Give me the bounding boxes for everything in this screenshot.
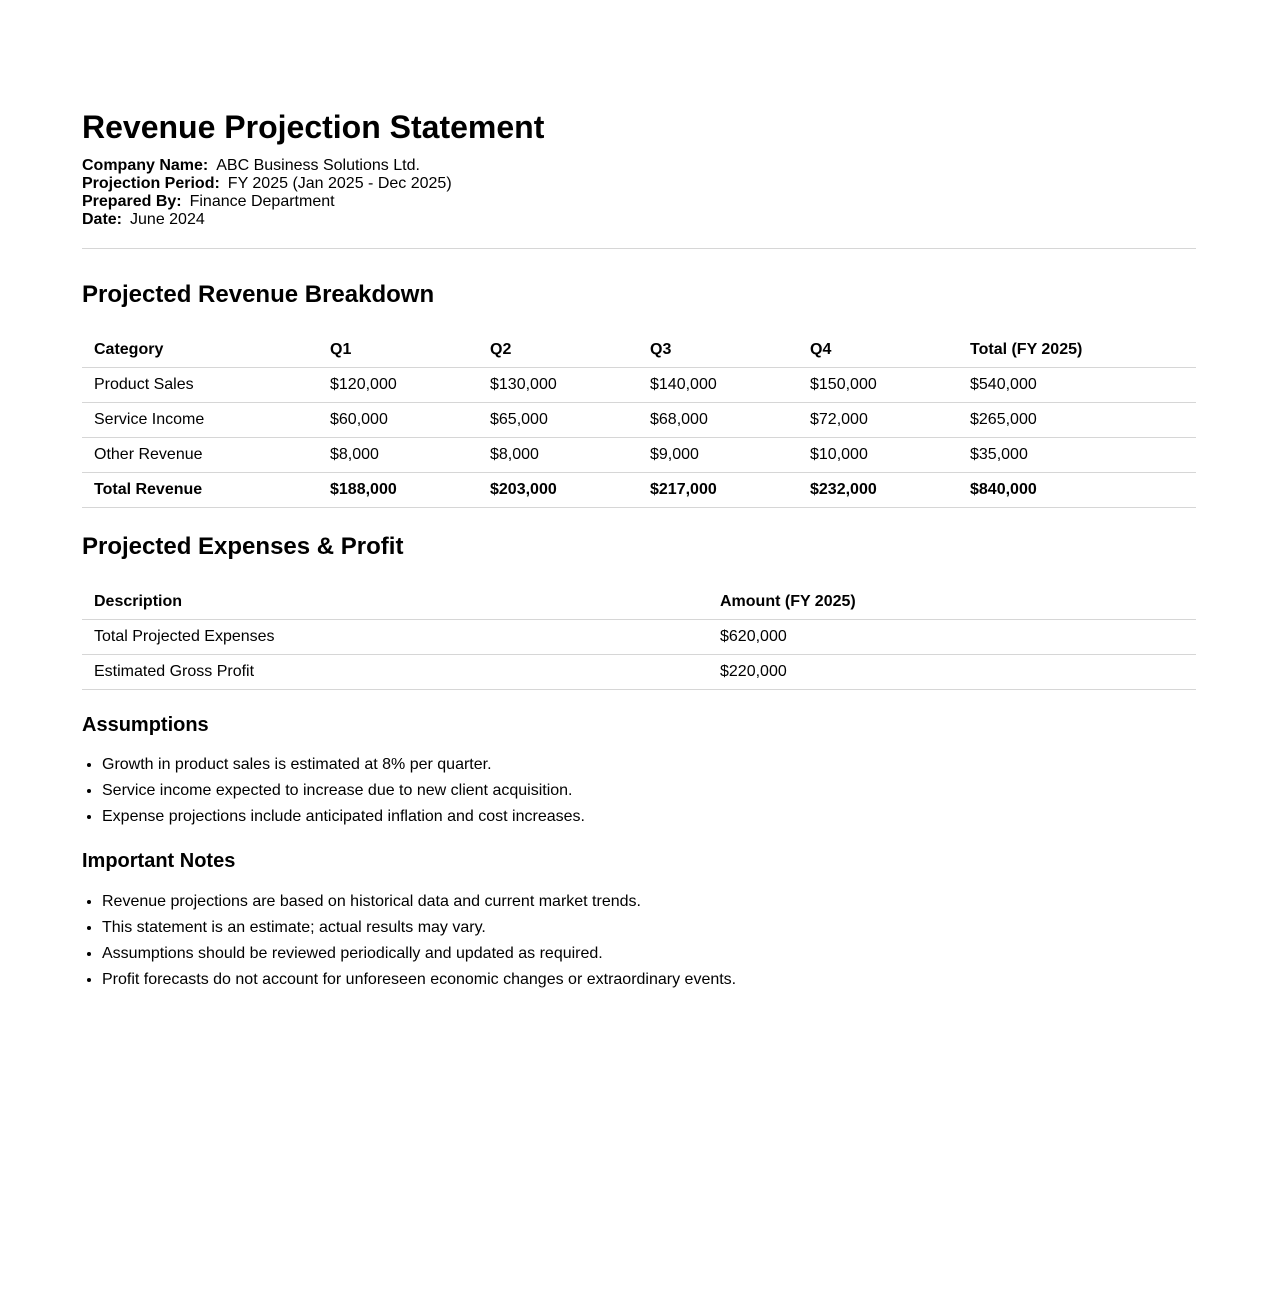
table-cell: $232,000 <box>798 473 958 508</box>
table-cell: $120,000 <box>318 368 478 403</box>
meta-label: Date: <box>82 211 123 228</box>
column-header: Category <box>82 333 318 368</box>
column-header: Description <box>82 585 708 620</box>
column-header: Q2 <box>478 333 638 368</box>
table-cell: $65,000 <box>478 403 638 438</box>
table-cell: $130,000 <box>478 368 638 403</box>
table-row <box>82 438 1196 473</box>
header-divider <box>82 248 1196 249</box>
list-item: • Revenue projections are based on historical data and current market trends. <box>102 889 736 915</box>
notes-heading: Important Notes <box>82 850 236 872</box>
table-cell: Service Income <box>82 403 318 438</box>
table-cell: $220,000 <box>708 655 1196 690</box>
table-row <box>82 368 1196 403</box>
column-header: Q1 <box>318 333 478 368</box>
table-cell: $9,000 <box>638 438 798 473</box>
meta-company <box>82 157 452 175</box>
table-cell: $540,000 <box>958 368 1196 403</box>
meta-value: June 2024 <box>130 211 205 228</box>
table-cell: $188,000 <box>318 473 478 508</box>
revenue-table <box>82 333 1196 508</box>
table-cell: $35,000 <box>958 438 1196 473</box>
meta-label: Company Name: <box>82 157 209 174</box>
table-cell: $8,000 <box>478 438 638 473</box>
list-item: • Expense projections include anticipated inflation and cost increases. <box>102 804 585 830</box>
column-header: Total (FY 2025) <box>958 333 1196 368</box>
table-cell: $620,000 <box>708 620 1196 655</box>
table-cell: $840,000 <box>958 473 1196 508</box>
table-cell: Estimated Gross Profit <box>82 655 708 690</box>
column-header: Amount (FY 2025) <box>708 585 1196 620</box>
table-row <box>82 620 1196 655</box>
table-cell: $203,000 <box>478 473 638 508</box>
table-cell: Total Projected Expenses <box>82 620 708 655</box>
list-item: • Growth in product sales is estimated at 8% per quarter. <box>102 752 585 778</box>
table-cell: $265,000 <box>958 403 1196 438</box>
meta-date <box>82 211 452 229</box>
meta-value: Finance Department <box>189 193 335 210</box>
table-cell: $150,000 <box>798 368 958 403</box>
list-item: • This statement is an estimate; actual results may vary. <box>102 915 736 941</box>
list-item: • Service income expected to increase due to new client acquisition. <box>102 778 585 804</box>
total-row <box>82 473 1196 508</box>
meta-period <box>82 175 452 193</box>
table-cell: $140,000 <box>638 368 798 403</box>
page-title: Revenue Projection Statement <box>82 109 545 145</box>
column-header: Q4 <box>798 333 958 368</box>
table-header-row <box>82 333 1196 368</box>
table-cell: Other Revenue <box>82 438 318 473</box>
assumptions-heading: Assumptions <box>82 714 209 736</box>
meta-value: ABC Business Solutions Ltd. <box>216 157 420 174</box>
table-row <box>82 403 1196 438</box>
table-row <box>82 655 1196 690</box>
table-cell: $72,000 <box>798 403 958 438</box>
table-cell: Total Revenue <box>82 473 318 508</box>
table-cell: $8,000 <box>318 438 478 473</box>
table-cell: $68,000 <box>638 403 798 438</box>
table-cell: Product Sales <box>82 368 318 403</box>
meta-prepared-by <box>82 193 452 211</box>
table-header-row <box>82 585 1196 620</box>
column-header: Q3 <box>638 333 798 368</box>
list-item: • Profit forecasts do not account for unforeseen economic changes or extraordinary events. <box>102 967 736 993</box>
revenue-heading: Projected Revenue Breakdown <box>82 281 435 308</box>
table-cell: $10,000 <box>798 438 958 473</box>
table-cell: $60,000 <box>318 403 478 438</box>
meta-value: FY 2025 (Jan 2025 - Dec 2025) <box>227 175 452 192</box>
meta-label: Projection Period: <box>82 175 220 192</box>
notes-list <box>82 889 736 993</box>
expenses-table <box>82 585 1196 690</box>
expenses-heading: Projected Expenses & Profit <box>82 533 404 560</box>
document-meta <box>82 157 452 229</box>
meta-label: Prepared By: <box>82 193 182 210</box>
assumptions-list <box>82 752 585 830</box>
list-item: • Assumptions should be reviewed periodically and updated as required. <box>102 941 736 967</box>
table-cell: $217,000 <box>638 473 798 508</box>
